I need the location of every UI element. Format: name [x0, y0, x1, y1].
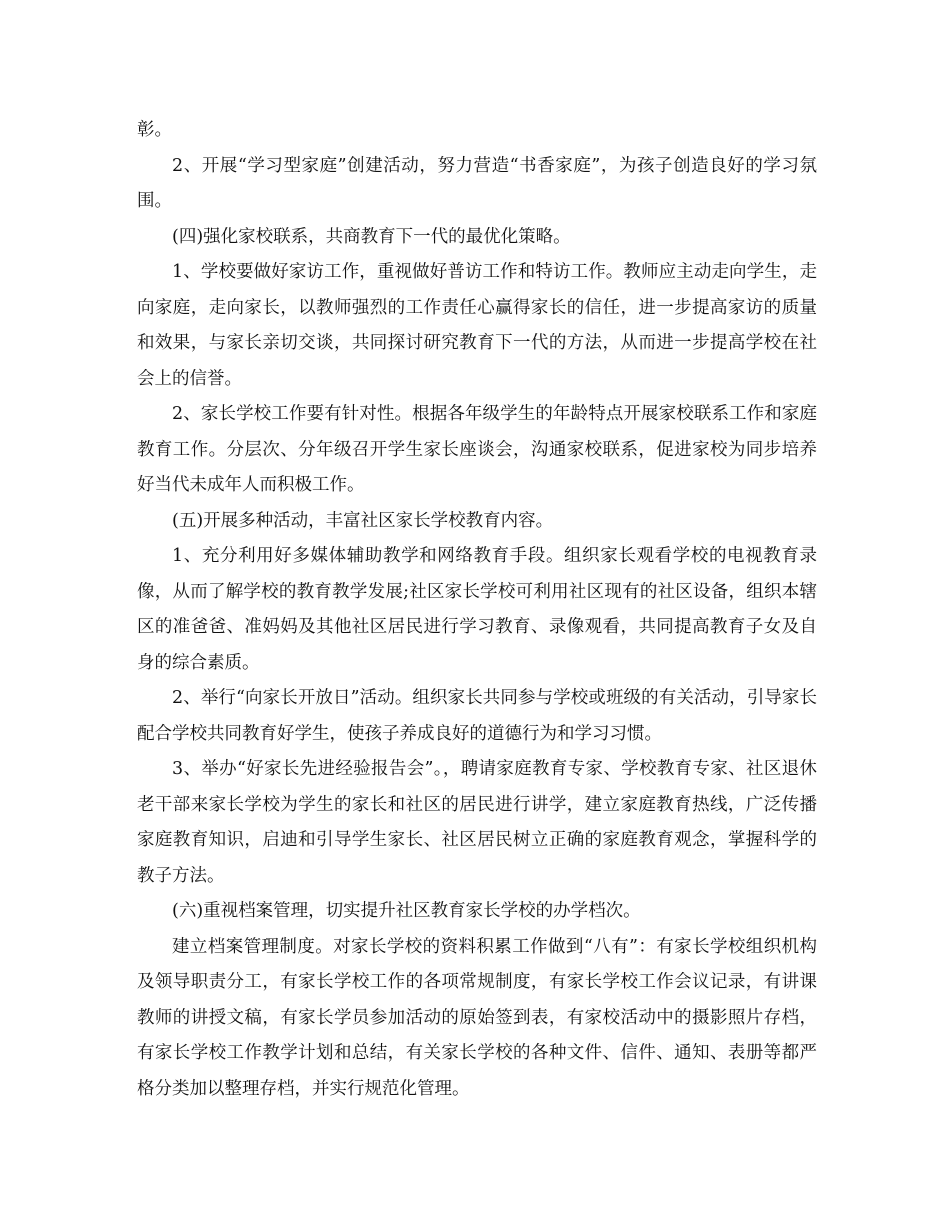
paragraph-item: 3、举办“好家长先进经验报告会”。，聘请家庭教育专家、学校教育专家、社区退休老干部来家长学校为学生的家长和社区的居民进行讲学，建立家庭教育热线，广泛传播家庭教育知识，启迪和引导学生家长、社区居民树立正确的家庭教育观念，掌握科学的教子方法。 [137, 759, 817, 886]
paragraph-item: 2、举行“向家长开放日”活动。组织家长共同参与学校或班级的有关活动，引导家长配合学校共同教育好学生，使孩子养成良好的道德行为和学习习惯。 [137, 688, 817, 744]
paragraph-item: 2、开展“学习型家庭”创建活动，努力营造“书香家庭”，为孩子创造良好的学习氛围。 [137, 155, 817, 211]
paragraph-item: 2、家长学校工作要有针对性。根据各年级学生的年龄特点开展家校联系工作和家庭教育工作。分层次、分年级召开学生家长座谈会，沟通家校联系，促进家校为同步培养好当代未成年人而积极工作。 [137, 404, 817, 495]
paragraph-item: 1、学校要做好家访工作，重视做好普访工作和特访工作。教师应主动走向学生，走向家庭，走向家长，以教师强烈的工作责任心赢得家长的信任，进一步提高家访的质量和效果，与家长亲切交谈，共同探讨研究教育下一代的方法，从而进一步提高学校在社会上的信誉。 [137, 262, 817, 389]
paragraph-continuation: 彰。 [137, 120, 172, 140]
paragraph-item: 1、充分利用好多媒体辅助教学和网络教育手段。组织家长观看学校的电视教育录像，从而了解学校的教育教学发展;社区家长学校可利用社区现有的社区设备，组织本辖区的准爸爸、准妈妈及其他社区居民进行学习教育、录像观看，共同提高教育子女及自身的综合素质。 [137, 546, 817, 673]
section-heading: (六)重视档案管理，切实提升社区教育家长学校的办学档次。 [172, 901, 641, 921]
section-heading: (五)开展多种活动，丰富社区家长学校教育内容。 [172, 510, 554, 531]
document-body [137, 113, 817, 1107]
section-heading: (四)强化家校联系，共商教育下一代的最优化策略。 [172, 226, 571, 247]
paragraph-item: 建立档案管理制度。对家长学校的资料积累工作做到“八有”：有家长学校组织机构及领导职责分工，有家长学校工作的各项常规制度，有家长学校工作会议记录，有讲课教师的讲授文稿，有家长学员参加活动的原始签到表，有家校活动中的摄影照片存档，有家长学校工作教学计划和总结，有关家长学校的各种文件、信件、通知、表册等都严格分类加以整理存档，并实行规范化管理。 [137, 936, 817, 1099]
